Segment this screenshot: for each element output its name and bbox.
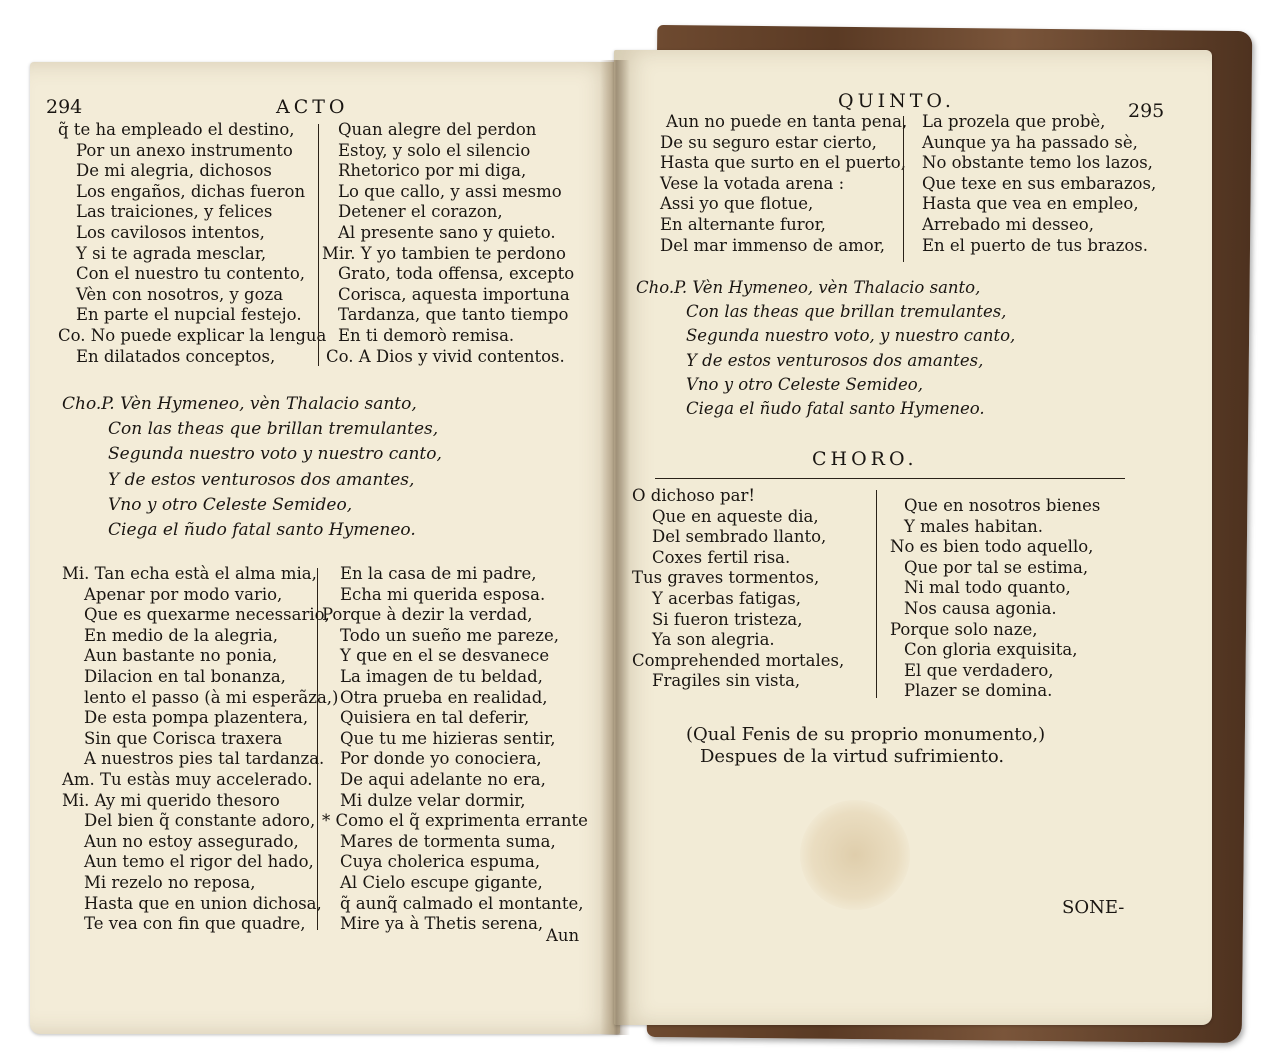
verse-line: Del sembrado llanto, — [652, 527, 827, 547]
verse-line: Porque solo naze, — [890, 619, 1038, 639]
left-column-d — [322, 564, 588, 935]
verse-line: Tardanza, que tanto tiempo — [338, 305, 569, 325]
verse-line: lento el passo (à mi esperãza,) — [84, 687, 339, 707]
verse-line: Hasta que en union dichosa, — [84, 893, 322, 913]
verse-line: Quisiera en tal deferir, — [340, 708, 530, 728]
page-stain — [800, 800, 910, 910]
chorus-line: Vno y otro Celeste Semideo, — [686, 374, 923, 394]
verse-line: En ti demorò remisa. — [338, 325, 515, 345]
verse-line: En la casa de mi padre, — [340, 564, 537, 583]
book-gutter — [600, 60, 630, 1035]
right-page-number: 295 — [1128, 100, 1165, 122]
verse-line: Mi. Tan echa està el alma mia, — [62, 564, 317, 583]
right-column-a — [660, 112, 907, 256]
verse-line: Cuya cholerica espuma, — [340, 852, 541, 872]
verse-line: * Como el q̃ exprimenta errante — [322, 811, 588, 831]
verse-line: Coxes fertil risa. — [652, 547, 791, 567]
verse-line: Por donde yo conociera, — [340, 749, 542, 769]
right-column-b — [922, 112, 1156, 256]
verse-line: Rhetorico por mi diga, — [338, 161, 527, 181]
chorus-line: Y de estos venturosos dos amantes, — [686, 350, 984, 370]
verse-line: Nos causa agonia. — [904, 598, 1057, 618]
left-page-number: 294 — [46, 96, 83, 118]
verse-line: Al Cielo escupe gigante, — [340, 872, 543, 892]
column-rule — [318, 124, 319, 366]
verse-line: Tus graves tormentos, — [632, 568, 820, 588]
chorus-line: Ciega el ñudo fatal santo Hymeneo. — [108, 520, 416, 541]
verse-line: Que en aqueste dia, — [652, 506, 819, 526]
verse-line: Otra prueba en realidad, — [340, 687, 548, 707]
column-rule — [317, 568, 318, 930]
verse-line: No es bien todo aquello, — [890, 537, 1094, 557]
chorus-line: Segunda nuestro voto, y nuestro canto, — [686, 326, 1016, 346]
verse-line: Mire ya à Thetis serena, — [340, 914, 544, 934]
verse-line: Assi yo que flotue, — [660, 194, 814, 214]
column-rule — [903, 116, 904, 262]
verse-line: De esta pompa plazentera, — [84, 708, 309, 728]
verse-line: Co. No puede explicar la lengua — [58, 325, 327, 345]
verse-line: En el puerto de tus brazos. — [922, 235, 1149, 255]
verse-line: Del bien q̃ constante adoro, — [84, 811, 316, 831]
left-column-b — [322, 120, 574, 367]
chorus-line: Ciega el ñudo fatal santo Hymeneo. — [686, 399, 985, 419]
verse-line: Vese la votada arena : — [660, 173, 845, 193]
verse-line: Aun no puede en tanta pena, — [666, 112, 908, 131]
verse-line: Mir. Y yo tambien te perdono — [322, 243, 566, 263]
verse-line: Sin que Corisca traxera — [84, 728, 283, 748]
verse-line: De aqui adelante no era, — [340, 769, 546, 789]
verse-line: O dichoso par! — [632, 486, 755, 505]
verse-line: Con gloria exquisita, — [904, 640, 1078, 660]
verse-line: Del mar immenso de amor, — [660, 235, 886, 255]
right-catchword: SONE- — [1062, 897, 1125, 918]
verse-line: q̃ aunq̃ calmado el montante, — [340, 893, 584, 913]
chorus-line: Y de estos venturosos dos amantes, — [108, 469, 415, 490]
verse-line: En parte el nupcial festejo. — [76, 305, 302, 325]
verse-line: Aun temo el rigor del hado, — [84, 852, 314, 872]
right-chorus — [636, 276, 1015, 421]
verse-line: El que verdadero, — [904, 660, 1054, 680]
verse-line: Que texe en sus embarazos, — [922, 173, 1157, 193]
verse-line: Mi. Ay mi querido thesoro — [62, 790, 280, 810]
verse-line: Co. A Dios y vivid contentos. — [326, 346, 565, 366]
chorus-line: Vno y otro Celeste Semideo, — [108, 494, 353, 515]
verse-line: Echa mi querida esposa. — [340, 584, 546, 604]
verse-line: Todo un sueño me pareze, — [340, 625, 559, 645]
verse-line: Fragiles sin vista, — [652, 671, 801, 691]
verse-line: Que tu me hizieras sentir, — [340, 728, 556, 748]
verse-line: A nuestros pies tal tardanza. — [84, 749, 325, 769]
choro-column-b — [890, 496, 1100, 702]
left-running-head: ACTO — [276, 96, 349, 118]
chorus-line: Con las theas que brillan tremulantes, — [108, 419, 439, 440]
verse-line: En dilatados conceptos, — [76, 346, 276, 366]
verse-line: Al presente sano y quieto. — [338, 222, 556, 242]
verse-line: Ya son alegria. — [652, 630, 775, 650]
verse-line: Am. Tu estàs muy accelerado. — [62, 769, 313, 789]
verse-line: Y que en el se desvanece — [340, 646, 550, 666]
verse-line: En alternante furor, — [660, 214, 826, 234]
verse-line: q̃ te ha empleado el destino, — [58, 120, 295, 139]
verse-line: Apenar por modo vario, — [84, 584, 283, 604]
verse-line: Y males habitan. — [904, 516, 1044, 536]
verse-line: Mi rezelo no reposa, — [84, 872, 256, 892]
verse-line: Lo que callo, y assi mesmo — [338, 181, 562, 201]
chorus-line: Cho.P. Vèn Hymeneo, vèn Thalacio santo, — [636, 278, 981, 297]
column-rule — [876, 490, 877, 698]
chorus-line: Segunda nuestro voto y nuestro canto, — [108, 444, 442, 465]
right-running-head: QUINTO. — [838, 90, 955, 112]
verse-line: Ni mal todo quanto, — [904, 578, 1071, 598]
verse-line: La prozela que probè, — [922, 112, 1106, 131]
verse-line: Que es quexarme necessario, — [84, 605, 330, 625]
choro-column-a — [632, 486, 844, 692]
verse-line: Corisca, aquesta importuna — [338, 284, 570, 304]
left-chorus — [62, 392, 442, 543]
verse-line: De su seguro estar cierto, — [660, 132, 877, 152]
verse-line: Mi dulze velar dormir, — [340, 790, 526, 810]
verse-line: Plazer se domina. — [904, 681, 1053, 701]
verse-line: Dilacion en tal bonanza, — [84, 666, 286, 686]
verse-line: Quan alegre del perdon — [338, 120, 537, 139]
verse-line: Por un anexo instrumento — [76, 140, 293, 160]
verse-line: Y si te agrada mesclar, — [76, 243, 267, 263]
choro-title: CHORO. — [812, 448, 918, 470]
motto-line: Despues de la virtud sufrimiento. — [700, 746, 1005, 767]
verse-line: Mares de tormenta suma, — [340, 831, 556, 851]
verse-line: Vèn con nosotros, y goza — [76, 284, 284, 304]
verse-line: Comprehended mortales, — [632, 650, 845, 670]
verse-line: Grato, toda offensa, excepto — [338, 264, 575, 284]
verse-line: De mi alegria, dichosos — [76, 161, 272, 181]
verse-line: Hasta que surto en el puerto, — [660, 153, 906, 173]
verse-line: Que en nosotros bienes — [904, 496, 1101, 515]
verse-line: Los cavilosos intentos, — [76, 222, 265, 242]
motto-line: (Qual Fenis de su proprio monumento,) — [686, 724, 1046, 745]
verse-line: Si fueron tristeza, — [652, 609, 803, 629]
verse-line: Porque à dezir la verdad, — [322, 605, 533, 625]
verse-line: Te vea con fin que quadre, — [84, 914, 306, 934]
verse-line: Las traiciones, y felices — [76, 202, 273, 222]
verse-line: Los engaños, dichas fueron — [76, 181, 306, 201]
verse-line: Detener el corazon, — [338, 202, 503, 222]
verse-line: Estoy, y solo el silencio — [338, 140, 531, 160]
verse-line: Aun bastante no ponia, — [84, 646, 278, 666]
section-rule — [655, 478, 1125, 479]
verse-line: La imagen de tu beldad, — [340, 666, 543, 686]
verse-line: Que por tal se estima, — [904, 557, 1089, 577]
verse-line: Y acerbas fatigas, — [652, 588, 801, 608]
chorus-line: Cho.P. Vèn Hymeneo, vèn Thalacio santo, — [62, 394, 417, 414]
left-catchword: Aun — [546, 926, 580, 945]
verse-line: Arrebado mi desseo, — [922, 214, 1094, 234]
left-column-a — [58, 120, 326, 367]
left-column-c — [62, 564, 338, 935]
chorus-line: Con las theas que brillan tremulantes, — [686, 302, 1007, 322]
verse-line: No obstante temo los lazos, — [922, 153, 1153, 173]
verse-line: Hasta que vea en empleo, — [922, 194, 1139, 214]
verse-line: Con el nuestro tu contento, — [76, 264, 306, 284]
verse-line: En medio de la alegria, — [84, 625, 278, 645]
verse-line: Aunque ya ha passado sè, — [922, 132, 1138, 152]
closing-motto — [686, 724, 1045, 768]
verse-line: Aun no estoy assegurado, — [84, 831, 299, 851]
